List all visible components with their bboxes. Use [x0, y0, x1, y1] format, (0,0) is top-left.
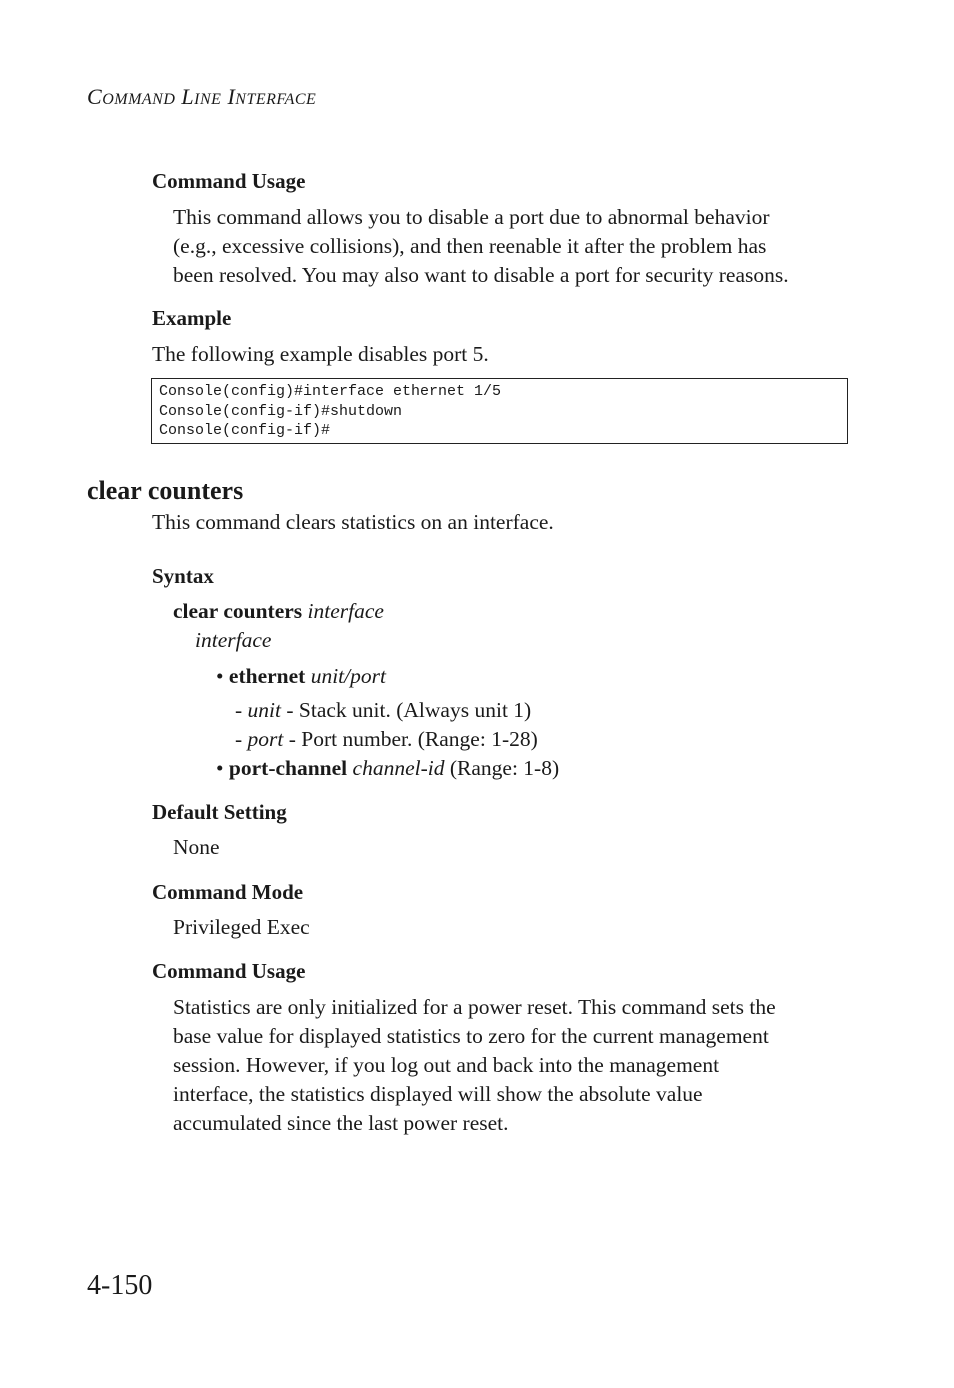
- example-intro: The following example disables port 5.: [152, 342, 489, 366]
- usage-line: accumulated since the last power reset.: [173, 1111, 509, 1135]
- dash-icon: -: [235, 727, 243, 751]
- header-word-2-initial: L: [181, 84, 195, 109]
- sub-item-port: [235, 727, 538, 752]
- bullet-arg: channel-id: [352, 756, 445, 780]
- header-word-1-initial: C: [87, 84, 103, 109]
- command-title: clear counters: [87, 476, 244, 505]
- page-number: 4-150: [87, 1270, 153, 1301]
- running-header: [87, 84, 316, 110]
- bullet-icon: •: [216, 756, 224, 780]
- code-line: Console(config)#interface ethernet 1/5: [159, 383, 502, 400]
- bullet-item-port-channel: [216, 756, 559, 781]
- mode-value: Privileged Exec: [173, 915, 310, 939]
- syntax-line: [173, 599, 384, 624]
- usage-line: Statistics are only initialized for a power reset. This command sets the: [173, 995, 776, 1019]
- bullet-icon: •: [216, 664, 224, 688]
- header-word-1-rest: OMMAND: [102, 91, 176, 108]
- header-word-2-rest: INE: [194, 91, 222, 108]
- usage-paragraph-2: [173, 993, 853, 1138]
- dash-icon: -: [235, 698, 243, 722]
- usage-paragraph-1: [173, 203, 853, 290]
- section-heading-command-usage-2: Command Usage: [152, 959, 306, 983]
- usage-line: interface, the statistics displayed will show the absolute value: [173, 1082, 703, 1106]
- usage-line: This command allows you to disable a port due to abnormal behavior: [173, 205, 770, 229]
- section-heading-command-mode: Command Mode: [152, 880, 304, 904]
- bullet-item-ethernet: [216, 664, 386, 689]
- sub-item-term: port: [247, 727, 284, 751]
- usage-line: been resolved. You may also want to disable a port for security reasons.: [173, 263, 789, 287]
- default-value: None: [173, 835, 220, 859]
- sub-item-desc: - Port number. (Range: 1-28): [288, 727, 538, 751]
- sub-item-term: unit: [247, 698, 281, 722]
- usage-line: (e.g., excessive collisions), and then reenable it after the problem has: [173, 234, 767, 258]
- bullet-keyword: port-channel: [228, 756, 348, 780]
- bullet-keyword: ethernet: [228, 664, 306, 688]
- code-line: Console(config-if)#: [159, 422, 331, 439]
- param-name: interface: [195, 628, 272, 652]
- bullet-suffix: (Range: 1-8): [449, 756, 560, 780]
- header-word-3-rest: NTERFACE: [235, 91, 317, 108]
- header-word-3-initial: I: [227, 84, 236, 109]
- section-heading-default-setting: Default Setting: [152, 800, 287, 824]
- syntax-param: interface: [307, 599, 384, 623]
- code-line: Console(config-if)#shutdown: [159, 402, 403, 420]
- command-description: This command clears statistics on an interface.: [152, 510, 554, 534]
- bullet-arg: unit/port: [310, 664, 386, 688]
- usage-line: session. However, if you log out and back into the management: [173, 1053, 720, 1077]
- usage-line: base value for displayed statistics to zero for the current management: [173, 1024, 769, 1048]
- code-block: [151, 378, 848, 444]
- sub-item-desc: - Stack unit. (Always unit 1): [286, 698, 532, 722]
- section-heading-command-usage-1: Command Usage: [152, 169, 306, 193]
- section-heading-syntax: Syntax: [152, 564, 214, 588]
- syntax-command: clear counters: [173, 599, 303, 623]
- sub-item-unit: [235, 698, 531, 723]
- section-heading-example: Example: [152, 306, 232, 330]
